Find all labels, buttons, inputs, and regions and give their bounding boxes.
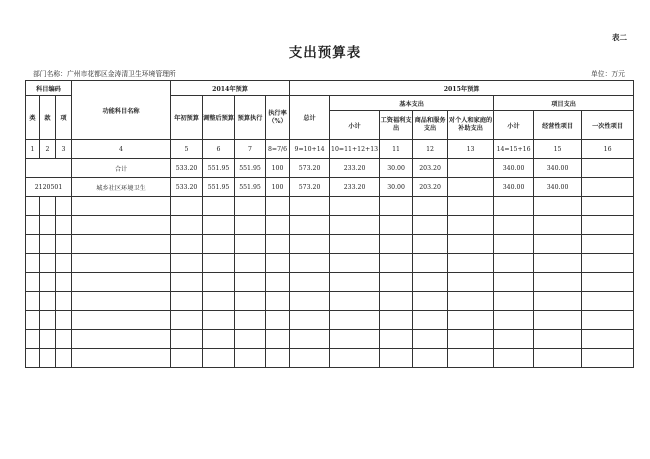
header-basic-subtotal: 小计: [330, 111, 380, 140]
index-cell: 11: [380, 140, 413, 159]
empty-cell: [72, 330, 171, 349]
empty-cell: [266, 254, 290, 273]
empty-cell: [534, 349, 582, 368]
empty-cell: [330, 349, 380, 368]
empty-cell: [40, 216, 56, 235]
value-cell: 340.00: [534, 178, 582, 197]
header-exec-rate: 执行率（%）: [266, 96, 290, 140]
empty-cell: [40, 235, 56, 254]
empty-cell: [380, 330, 413, 349]
header-2014: 2014年预算: [171, 81, 290, 96]
value-cell: 233.20: [330, 178, 380, 197]
empty-cell: [203, 349, 235, 368]
value-cell: 30.00: [380, 178, 413, 197]
empty-cell: [330, 216, 380, 235]
index-cell: 16: [582, 140, 634, 159]
empty-cell: [448, 349, 494, 368]
index-cell: 8=7/6: [266, 140, 290, 159]
empty-cell: [330, 330, 380, 349]
empty-cell: [266, 349, 290, 368]
empty-cell: [380, 216, 413, 235]
empty-cell: [582, 216, 634, 235]
empty-cell: [380, 311, 413, 330]
empty-cell: [380, 292, 413, 311]
empty-cell: [413, 292, 448, 311]
empty-cell: [413, 235, 448, 254]
empty-cell: [290, 235, 330, 254]
empty-cell: [330, 292, 380, 311]
empty-cell: [330, 235, 380, 254]
empty-cell: [534, 235, 582, 254]
value-cell: 551.95: [203, 159, 235, 178]
empty-cell: [290, 330, 330, 349]
empty-cell: [448, 330, 494, 349]
empty-cell: [266, 235, 290, 254]
empty-cell: [56, 216, 72, 235]
empty-cell: [235, 197, 266, 216]
header-xiang: 项: [56, 96, 72, 140]
empty-cell: [235, 330, 266, 349]
index-cell: 13: [448, 140, 494, 159]
empty-cell: [266, 273, 290, 292]
empty-cell: [26, 311, 40, 330]
header-goods: 商品和服务支出: [413, 111, 448, 140]
header-adjusted: 调整后预算: [203, 96, 235, 140]
empty-cell: [494, 349, 534, 368]
empty-cell: [582, 235, 634, 254]
empty-cell: [494, 273, 534, 292]
department-label: 部门名称：广州市花都区金涛清卫生环境管理所: [33, 70, 176, 78]
empty-cell: [235, 349, 266, 368]
empty-cell: [494, 330, 534, 349]
empty-cell: [56, 197, 72, 216]
header-2015: 2015年预算: [290, 81, 634, 96]
subject-code-cell: [26, 159, 72, 178]
index-cell: 1: [26, 140, 40, 159]
empty-row: [26, 311, 634, 330]
empty-row: [26, 254, 634, 273]
empty-cell: [171, 254, 203, 273]
value-cell: 340.00: [494, 159, 534, 178]
page-title: 支出预算表: [288, 45, 362, 61]
empty-cell: [72, 292, 171, 311]
empty-cell: [203, 235, 235, 254]
index-cell: 7: [235, 140, 266, 159]
empty-cell: [330, 197, 380, 216]
empty-cell: [582, 197, 634, 216]
index-cell: 3: [56, 140, 72, 159]
header-project-subtotal: 小计: [494, 111, 534, 140]
header-salary: 工资福利支出: [380, 111, 413, 140]
value-cell: 30.00: [380, 159, 413, 178]
empty-cell: [534, 273, 582, 292]
index-cell: 12: [413, 140, 448, 159]
empty-cell: [235, 292, 266, 311]
value-cell: [448, 178, 494, 197]
empty-cell: [448, 311, 494, 330]
header-kuan: 款: [40, 96, 56, 140]
empty-cell: [56, 292, 72, 311]
header-total: 总计: [290, 96, 330, 140]
header-project: 项目支出: [494, 96, 634, 111]
value-cell: [448, 159, 494, 178]
empty-cell: [582, 330, 634, 349]
empty-cell: [413, 330, 448, 349]
empty-cell: [26, 216, 40, 235]
index-cell: 6: [203, 140, 235, 159]
empty-cell: [380, 273, 413, 292]
value-cell: [582, 178, 634, 197]
func-name-cell: 合计: [72, 159, 171, 178]
empty-cell: [171, 330, 203, 349]
empty-row: [26, 330, 634, 349]
empty-cell: [171, 235, 203, 254]
empty-cell: [72, 273, 171, 292]
empty-cell: [171, 216, 203, 235]
empty-cell: [72, 235, 171, 254]
value-cell: 233.20: [330, 159, 380, 178]
empty-row: [26, 292, 634, 311]
empty-cell: [235, 254, 266, 273]
value-cell: 203.20: [413, 159, 448, 178]
empty-cell: [380, 197, 413, 216]
header-func-name: 功能科目名称: [72, 81, 171, 140]
empty-cell: [413, 273, 448, 292]
table-row: [26, 159, 634, 178]
empty-cell: [290, 216, 330, 235]
empty-cell: [494, 235, 534, 254]
empty-cell: [235, 235, 266, 254]
empty-cell: [56, 273, 72, 292]
empty-cell: [266, 330, 290, 349]
empty-cell: [203, 273, 235, 292]
empty-cell: [380, 254, 413, 273]
empty-cell: [56, 349, 72, 368]
empty-cell: [26, 235, 40, 254]
empty-cell: [290, 197, 330, 216]
header-one-time: 一次性项目: [582, 111, 634, 140]
value-cell: 551.95: [235, 178, 266, 197]
empty-cell: [56, 254, 72, 273]
unit-label: 单位：万元: [591, 70, 625, 78]
empty-cell: [534, 292, 582, 311]
empty-cell: [582, 273, 634, 292]
value-cell: [582, 159, 634, 178]
empty-cell: [494, 311, 534, 330]
empty-cell: [330, 254, 380, 273]
empty-cell: [413, 216, 448, 235]
value-cell: 533.20: [171, 178, 203, 197]
empty-cell: [40, 197, 56, 216]
value-cell: 340.00: [534, 159, 582, 178]
index-cell: 15: [534, 140, 582, 159]
header-lei: 类: [26, 96, 40, 140]
empty-cell: [235, 216, 266, 235]
header-basic: 基本支出: [330, 96, 494, 111]
empty-cell: [290, 292, 330, 311]
empty-cell: [56, 330, 72, 349]
empty-row: [26, 273, 634, 292]
empty-cell: [72, 216, 171, 235]
empty-cell: [582, 349, 634, 368]
empty-cell: [72, 311, 171, 330]
empty-cell: [171, 197, 203, 216]
empty-cell: [26, 349, 40, 368]
empty-cell: [26, 273, 40, 292]
value-cell: 551.95: [203, 178, 235, 197]
index-cell: 9=10+14: [290, 140, 330, 159]
empty-cell: [494, 292, 534, 311]
empty-cell: [534, 197, 582, 216]
empty-cell: [171, 273, 203, 292]
empty-cell: [448, 254, 494, 273]
empty-cell: [203, 330, 235, 349]
empty-cell: [72, 349, 171, 368]
empty-cell: [56, 235, 72, 254]
empty-cell: [534, 311, 582, 330]
empty-cell: [380, 235, 413, 254]
empty-cell: [56, 311, 72, 330]
empty-cell: [171, 349, 203, 368]
empty-row: [26, 216, 634, 235]
empty-cell: [290, 273, 330, 292]
empty-cell: [413, 254, 448, 273]
value-cell: 100: [266, 159, 290, 178]
empty-cell: [72, 197, 171, 216]
empty-cell: [534, 330, 582, 349]
empty-cell: [72, 254, 171, 273]
header-initial: 年初预算: [171, 96, 203, 140]
empty-cell: [40, 349, 56, 368]
index-cell: 4: [72, 140, 171, 159]
header-subject-code: 科目编码: [26, 81, 72, 96]
empty-cell: [413, 349, 448, 368]
empty-cell: [494, 216, 534, 235]
empty-cell: [290, 311, 330, 330]
empty-cell: [40, 330, 56, 349]
index-cell: 2: [40, 140, 56, 159]
form-number: 表二: [612, 33, 627, 42]
empty-row: [26, 235, 634, 254]
empty-cell: [203, 197, 235, 216]
empty-cell: [448, 216, 494, 235]
index-row: [26, 140, 634, 159]
empty-cell: [413, 311, 448, 330]
empty-cell: [290, 254, 330, 273]
empty-cell: [266, 197, 290, 216]
value-cell: 551.95: [235, 159, 266, 178]
empty-cell: [40, 311, 56, 330]
empty-row: [26, 349, 634, 368]
value-cell: 340.00: [494, 178, 534, 197]
empty-cell: [40, 273, 56, 292]
subject-code-cell: 2120501: [26, 178, 72, 197]
empty-cell: [380, 349, 413, 368]
empty-row: [26, 197, 634, 216]
header-operating: 经营性项目: [534, 111, 582, 140]
value-cell: 573.20: [290, 178, 330, 197]
table-row: [26, 178, 634, 197]
empty-cell: [448, 273, 494, 292]
header-executed: 预算执行: [235, 96, 266, 140]
empty-cell: [413, 197, 448, 216]
empty-cell: [266, 216, 290, 235]
empty-cell: [40, 254, 56, 273]
value-cell: 203.20: [413, 178, 448, 197]
empty-cell: [203, 292, 235, 311]
index-cell: 5: [171, 140, 203, 159]
empty-cell: [448, 235, 494, 254]
empty-cell: [494, 254, 534, 273]
empty-cell: [203, 216, 235, 235]
empty-cell: [26, 330, 40, 349]
empty-cell: [26, 292, 40, 311]
empty-cell: [448, 292, 494, 311]
empty-cell: [235, 311, 266, 330]
value-cell: 533.20: [171, 159, 203, 178]
value-cell: 100: [266, 178, 290, 197]
empty-cell: [203, 311, 235, 330]
empty-cell: [290, 349, 330, 368]
empty-cell: [582, 254, 634, 273]
budget-table: [25, 80, 634, 368]
empty-cell: [534, 216, 582, 235]
empty-cell: [171, 292, 203, 311]
empty-cell: [582, 311, 634, 330]
index-cell: 14=15+16: [494, 140, 534, 159]
empty-cell: [534, 254, 582, 273]
empty-cell: [330, 273, 380, 292]
func-name-cell: 城乡社区环境卫生: [72, 178, 171, 197]
empty-cell: [330, 311, 380, 330]
empty-cell: [235, 273, 266, 292]
value-cell: 573.20: [290, 159, 330, 178]
empty-cell: [582, 292, 634, 311]
empty-cell: [171, 311, 203, 330]
empty-cell: [266, 292, 290, 311]
empty-cell: [266, 311, 290, 330]
empty-cell: [40, 292, 56, 311]
header-personal: 对个人和家庭的补助支出: [448, 111, 494, 140]
empty-cell: [26, 254, 40, 273]
empty-cell: [448, 197, 494, 216]
empty-cell: [203, 254, 235, 273]
empty-cell: [494, 197, 534, 216]
index-cell: 10=11+12+13: [330, 140, 380, 159]
empty-cell: [26, 197, 40, 216]
